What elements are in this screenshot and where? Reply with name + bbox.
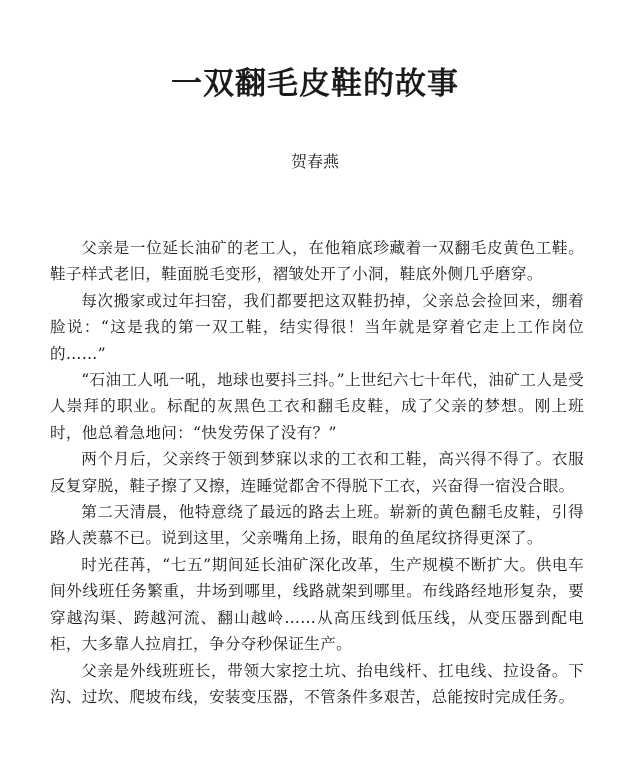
paragraph: 两个月后，父亲终于领到梦寐以求的工衣和工鞋，高兴得不得了。衣服反复穿脱，鞋子擦了又擦，连睡觉都舍不得脱下工衣，兴奋得一宿没合眼。 [50,450,584,495]
paragraph: 父亲是一位延长油矿的老工人，在他箱底珍藏着一双翻毛皮黄色工鞋。鞋子样式老旧，鞋面脱毛变形，褶皱处开了小洞，鞋底外侧几乎磨穿。 [50,239,584,284]
paragraph: 时光荏苒，“七五”期间延长油矿深化改革，生产规模不断扩大。供电车间外线班任务繁重，井场到哪里，线路就架到哪里。布线路经地形复杂，要穿越沟渠、跨越河流、翻山越岭……从高压线到低压线，从变压器到配电柜，大多靠人拉肩扛，争分夺秒保证生产。 [50,555,584,654]
article-title: 一双翻毛皮鞋的故事 [171,66,459,102]
paragraph: “石油工人吼一吼，地球也要抖三抖。”上世纪六七十年代，油矿工人是受人崇拜的职业。标配的灰黑色工衣和翻毛皮鞋，成了父亲的梦想。刚上班时，他总着急地问：“快发劳保了没有？” [50,371,584,442]
paragraph: 第二天清晨，他特意绕了最远的路去上班。崭新的黄色翻毛皮鞋，引得路人羡慕不已。说到这里，父亲嘴角上扬，眼角的鱼尾纹挤得更深了。 [50,503,584,548]
paragraph: 每次搬家或过年扫窑，我们都要把这双鞋扔掉，父亲总会捡回来，绷着脸说：“这是我的第一双工鞋，结实得很！当年就是穿着它走上工作岗位的……” [50,291,584,363]
paragraph: 父亲是外线班班长，带领大家挖土坑、抬电线杆、扛电线、拉设备。下沟、过坎、爬坡布线，安装变压器，不管条件多艰苦，总能按时完成任务。 [50,661,584,706]
article-body [50,235,584,710]
article-author: 贺春燕 [290,152,339,171]
